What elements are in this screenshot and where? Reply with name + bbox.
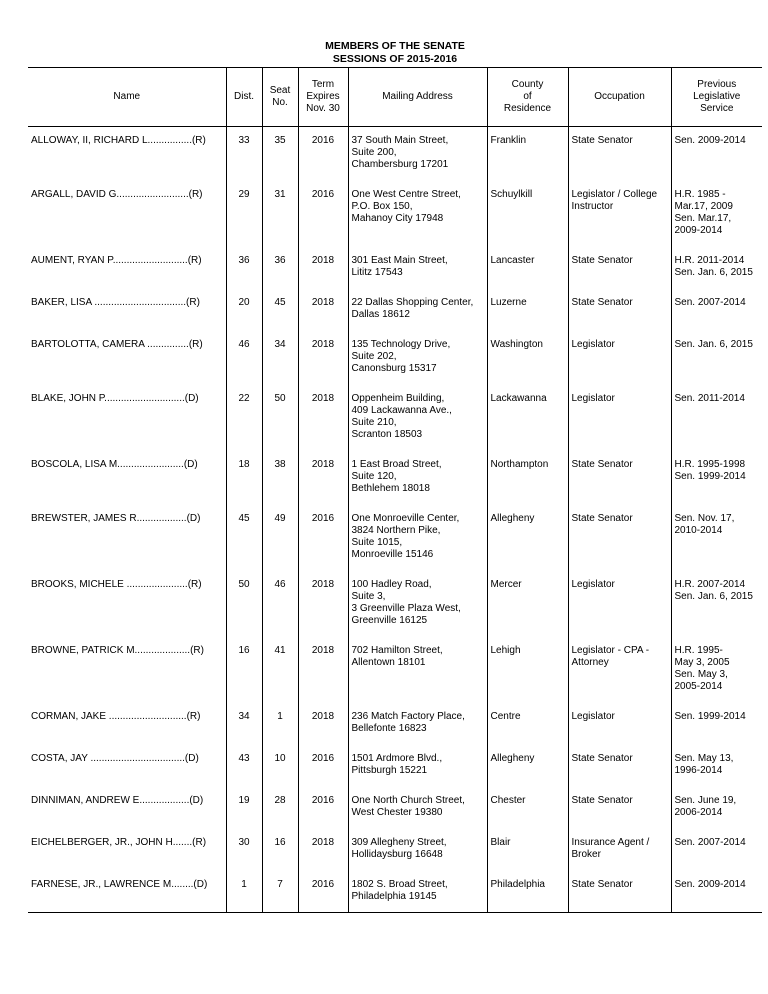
member-service — [671, 505, 762, 571]
member-seat: 35 — [262, 127, 298, 181]
member-occupation-line: State Senator — [571, 794, 633, 806]
member-occupation-line: State Senator — [571, 296, 633, 308]
member-occupation-line: Insurance Agent / — [571, 836, 650, 848]
member-name: BOSCOLA, LISA M........................(D) — [31, 458, 198, 470]
member-address-line: One Monroeville Center, — [351, 512, 460, 524]
member-district: 36 — [226, 247, 262, 289]
member-service-line: 1996-2014 — [674, 764, 723, 776]
member-service-line: H.R. 1995- — [674, 644, 723, 656]
member-seat: 36 — [262, 247, 298, 289]
member-occupation — [568, 829, 671, 871]
member-address-line: Oppenheim Building, — [351, 392, 445, 404]
table-row — [28, 829, 762, 871]
header-seat: Seat No. — [262, 68, 298, 127]
member-service-line: Sen. Mar.17, — [674, 212, 732, 224]
member-service — [671, 571, 762, 637]
member-service-line: Sen. 2007-2014 — [674, 296, 746, 308]
member-address-line: 236 Match Factory Place, — [351, 710, 465, 722]
table-row — [28, 637, 762, 703]
member-address-line: Suite 210, — [351, 416, 397, 428]
member-district: 50 — [226, 571, 262, 637]
member-occupation — [568, 505, 671, 571]
member-name: EICHELBERGER, JR., JOHN H.......(R) — [31, 836, 207, 848]
member-seat: 28 — [262, 787, 298, 829]
member-address-line: 22 Dallas Shopping Center, — [351, 296, 474, 308]
member-address — [348, 703, 487, 745]
member-address — [348, 451, 487, 505]
member-county: Chester — [487, 787, 568, 829]
member-name: BROWNE, PATRICK M....................(R) — [31, 644, 204, 656]
member-service-line: Sen. 1999-2014 — [674, 470, 746, 482]
member-service-line: Sen. 2011-2014 — [674, 392, 745, 404]
member-service — [671, 385, 762, 451]
member-address-line: Suite 1015, — [351, 536, 403, 548]
member-address-line: Philadelphia 19145 — [351, 890, 437, 902]
table-row — [28, 451, 762, 505]
member-county: Lancaster — [487, 247, 568, 289]
member-seat: 50 — [262, 385, 298, 451]
member-address-line: Bellefonte 16823 — [351, 722, 427, 734]
member-seat: 38 — [262, 451, 298, 505]
table-row — [28, 505, 762, 571]
member-county: Allegheny — [487, 745, 568, 787]
member-name: FARNESE, JR., LAWRENCE M........(D) — [28, 871, 226, 913]
member-term: 2016 — [298, 127, 348, 181]
member-address-line: One North Church Street, — [351, 794, 465, 806]
member-occupation — [568, 247, 671, 289]
member-name: CORMAN, JAKE ............................(R) — [31, 710, 201, 722]
page-title: MEMBERS OF THE SENATE — [325, 40, 465, 52]
member-address — [348, 247, 487, 289]
member-district: 19 — [226, 787, 262, 829]
member-service — [671, 181, 762, 247]
member-address — [348, 505, 487, 571]
member-occupation — [568, 871, 671, 913]
member-occupation-line: Legislator - CPA - — [571, 644, 650, 656]
member-address — [348, 787, 487, 829]
member-county: Centre — [487, 703, 568, 745]
member-service-line: Sen. May 13, — [674, 752, 734, 764]
member-address-line: 37 South Main Street, — [351, 135, 449, 146]
table-row — [28, 787, 762, 829]
member-service-line: Sen. Jan. 6, 2015 — [674, 590, 753, 602]
member-service — [671, 331, 762, 385]
member-address-line: Mahanoy City 17948 — [351, 212, 444, 224]
header-dist: Dist. — [226, 68, 262, 127]
member-address — [348, 331, 487, 385]
member-address-line: Canonsburg 15317 — [351, 362, 437, 374]
member-address-line: 702 Hamilton Street, — [351, 644, 443, 656]
member-service — [671, 451, 762, 505]
member-service-line: H.R. 1985 - — [674, 188, 726, 200]
member-occupation-line: Legislator — [571, 338, 615, 350]
member-district: 22 — [226, 385, 262, 451]
member-address-line: 1 East Broad Street, — [351, 458, 442, 470]
member-district: 29 — [226, 181, 262, 247]
member-service-line: Mar.17, 2009 — [674, 200, 733, 212]
member-service-line: Sen. 1999-2014 — [674, 710, 746, 722]
member-term: 2016 — [298, 787, 348, 829]
member-district: 18 — [226, 451, 262, 505]
member-service-line: Sen. Jan. 6, 2015 — [674, 266, 753, 278]
member-occupation — [568, 385, 671, 451]
member-address-line: 1501 Ardmore Blvd., — [351, 752, 443, 764]
member-address-line: Hollidaysburg 16648 — [351, 848, 443, 860]
header-county: County of Residence — [487, 68, 568, 127]
member-occupation-line: Attorney — [571, 656, 609, 668]
member-district: 1 — [226, 871, 262, 913]
member-district: 30 — [226, 829, 262, 871]
member-address — [348, 181, 487, 247]
member-address-line: Pittsburgh 15221 — [351, 764, 428, 776]
member-term: 2018 — [298, 703, 348, 745]
table-row — [28, 247, 762, 289]
member-address-line: Dallas 18612 — [351, 308, 410, 320]
member-address-line: 409 Lackawanna Ave., — [351, 404, 452, 416]
member-district: 20 — [226, 289, 262, 331]
member-address-line: P.O. Box 150, — [351, 200, 413, 212]
member-term: 2018 — [298, 331, 348, 385]
member-name: BREWSTER, JAMES R..................(D) — [31, 512, 201, 524]
member-service — [671, 247, 762, 289]
senate-members-table — [28, 67, 762, 913]
member-occupation-line: Broker — [571, 848, 601, 860]
member-county: Luzerne — [487, 289, 568, 331]
member-name: BARTOLOTTA, CAMERA ...............(R) — [31, 338, 203, 350]
member-name: COSTA, JAY ..................................(D) — [31, 752, 199, 764]
member-address-line: 1802 S. Broad Street, — [351, 878, 448, 890]
member-occupation-line: Legislator — [571, 578, 615, 590]
member-term: 2018 — [298, 637, 348, 703]
member-occupation — [568, 637, 671, 703]
member-occupation — [568, 127, 671, 181]
member-county: Blair — [487, 829, 568, 871]
page-subtitle: SESSIONS OF 2015-2016 — [332, 53, 458, 65]
member-service — [671, 871, 762, 913]
member-address-line: One West Centre Street, — [351, 188, 461, 200]
header-address: Mailing Address — [348, 68, 487, 127]
member-county: Franklin — [487, 127, 568, 181]
member-seat: 45 — [262, 289, 298, 331]
member-seat: 1 — [262, 703, 298, 745]
member-term: 2016 — [298, 745, 348, 787]
member-address-line: 100 Hadley Road, — [351, 578, 432, 590]
table-row — [28, 331, 762, 385]
table-row — [28, 571, 762, 637]
member-address-line: Greenville 16125 — [351, 614, 428, 626]
member-service-line: 2005-2014 — [674, 680, 723, 692]
member-service — [671, 127, 762, 181]
member-occupation-line: Instructor — [571, 200, 614, 212]
member-service-line: Sen. 2009-2014 — [674, 878, 746, 890]
member-address — [348, 637, 487, 703]
member-occupation-line: State Senator — [571, 135, 633, 146]
member-district: 46 — [226, 331, 262, 385]
member-address-line: Suite 200, — [351, 147, 397, 158]
member-service — [671, 703, 762, 745]
member-term: 2016 — [298, 181, 348, 247]
member-term: 2018 — [298, 385, 348, 451]
member-district: 43 — [226, 745, 262, 787]
member-occupation-line: Legislator — [571, 710, 615, 722]
member-service-line: 2009-2014 — [674, 224, 723, 236]
member-term: 2018 — [298, 247, 348, 289]
member-address — [348, 745, 487, 787]
member-address — [348, 571, 487, 637]
member-address-line: 309 Allegheny Street, — [351, 836, 447, 848]
member-address — [348, 289, 487, 331]
member-term: 2016 — [298, 505, 348, 571]
member-occupation — [568, 745, 671, 787]
member-occupation-line: State Senator — [571, 752, 633, 764]
member-occupation — [568, 571, 671, 637]
table-row — [28, 871, 762, 913]
member-district: 45 — [226, 505, 262, 571]
member-address-line: Lititz 17543 — [351, 266, 403, 278]
member-service-line: May 3, 2005 — [674, 656, 730, 668]
table-row — [28, 289, 762, 331]
member-occupation-line: State Senator — [571, 458, 633, 470]
member-occupation-line: State Senator — [571, 512, 633, 524]
member-occupation — [568, 703, 671, 745]
header-name: Name — [28, 68, 226, 127]
header-service: Previous Legislative Service — [671, 68, 762, 127]
member-seat: 31 — [262, 181, 298, 247]
member-seat: 16 — [262, 829, 298, 871]
member-address-line: 301 East Main Street, — [351, 254, 448, 266]
member-district: 33 — [226, 127, 262, 181]
member-district: 34 — [226, 703, 262, 745]
member-occupation-line: State Senator — [571, 254, 633, 266]
member-name: AUMENT, RYAN P...........................(R) — [31, 254, 202, 266]
member-county: Lehigh — [487, 637, 568, 703]
member-name: BROOKS, MICHELE ......................(R) — [31, 578, 202, 590]
member-service-line: 2006-2014 — [674, 806, 723, 818]
member-service — [671, 637, 762, 703]
member-address-line: 135 Technology Drive, — [351, 338, 451, 350]
member-service-line: Sen. Nov. 17, — [674, 512, 735, 524]
member-service-line: Sen. 2007-2014 — [674, 836, 746, 848]
member-county: Washington — [487, 331, 568, 385]
member-service-line: H.R. 2011-2014 — [674, 254, 745, 266]
member-address-line: Suite 202, — [351, 350, 397, 362]
member-seat: 7 — [262, 871, 298, 913]
header-term: Term Expires Nov. 30 — [298, 68, 348, 127]
member-occupation-line: State Senator — [571, 878, 633, 890]
member-term: 2018 — [298, 571, 348, 637]
member-seat: 49 — [262, 505, 298, 571]
member-address-line: Suite 3, — [351, 590, 386, 602]
member-term: 2016 — [298, 871, 348, 913]
member-county: Lackawanna — [487, 385, 568, 451]
member-occupation-line: Legislator / College — [571, 188, 658, 200]
member-address — [348, 871, 487, 913]
table-header-row — [28, 68, 762, 127]
table-row — [28, 181, 762, 247]
member-service-line: H.R. 2007-2014 — [674, 578, 746, 590]
table-row — [28, 745, 762, 787]
member-name: BLAKE, JOHN P.............................(D) — [31, 392, 199, 404]
member-county: Schuylkill — [487, 181, 568, 247]
member-name: ALLOWAY, II, RICHARD L................(R) — [31, 135, 206, 146]
member-name: DINNIMAN, ANDREW E..................(D) — [31, 794, 204, 806]
member-service-line: Sen. Jan. 6, 2015 — [674, 338, 753, 350]
member-seat: 41 — [262, 637, 298, 703]
member-service-line: Sen. 2009-2014 — [674, 135, 746, 146]
member-occupation — [568, 331, 671, 385]
member-service-line: Sen. June 19, — [674, 794, 737, 806]
member-service — [671, 745, 762, 787]
member-address — [348, 385, 487, 451]
member-term: 2018 — [298, 451, 348, 505]
member-name: BAKER, LISA .................................(R) — [31, 296, 200, 308]
member-address-line: West Chester 19380 — [351, 806, 443, 818]
table-row — [28, 127, 762, 181]
member-district: 16 — [226, 637, 262, 703]
member-address-line: Allentown 18101 — [351, 656, 426, 668]
member-address — [348, 829, 487, 871]
member-county: Mercer — [487, 571, 568, 637]
member-seat: 34 — [262, 331, 298, 385]
member-term: 2018 — [298, 829, 348, 871]
member-occupation — [568, 181, 671, 247]
table-row — [28, 703, 762, 745]
member-occupation — [568, 289, 671, 331]
member-address-line: Suite 120, — [351, 470, 397, 482]
member-service — [671, 829, 762, 871]
member-occupation — [568, 451, 671, 505]
member-service — [671, 289, 762, 331]
member-address — [348, 127, 487, 181]
header-occupation: Occupation — [568, 68, 671, 127]
member-address-line: Scranton 18503 — [351, 428, 423, 440]
member-term: 2018 — [298, 289, 348, 331]
member-address-line: 3824 Northern Pike, — [351, 524, 441, 536]
member-address-line: Chambersburg 17201 — [351, 159, 449, 170]
member-address-line: 3 Greenville Plaza West, — [351, 602, 461, 614]
member-address-line: Monroeville 15146 — [351, 548, 434, 560]
member-service-line: Sen. May 3, — [674, 668, 728, 680]
member-occupation-line: Legislator — [571, 392, 615, 404]
member-service-line: H.R. 1995-1998 — [674, 458, 746, 470]
member-seat: 10 — [262, 745, 298, 787]
member-county: Allegheny — [487, 505, 568, 571]
member-county: Philadelphia — [487, 871, 568, 913]
member-seat: 46 — [262, 571, 298, 637]
member-name: ARGALL, DAVID G..........................(R) — [31, 188, 203, 200]
member-occupation — [568, 787, 671, 829]
member-service-line: 2010-2014 — [674, 524, 723, 536]
member-service — [671, 787, 762, 829]
member-county: Northampton — [487, 451, 568, 505]
member-address-line: Bethlehem 18018 — [351, 482, 430, 494]
table-row — [28, 385, 762, 451]
